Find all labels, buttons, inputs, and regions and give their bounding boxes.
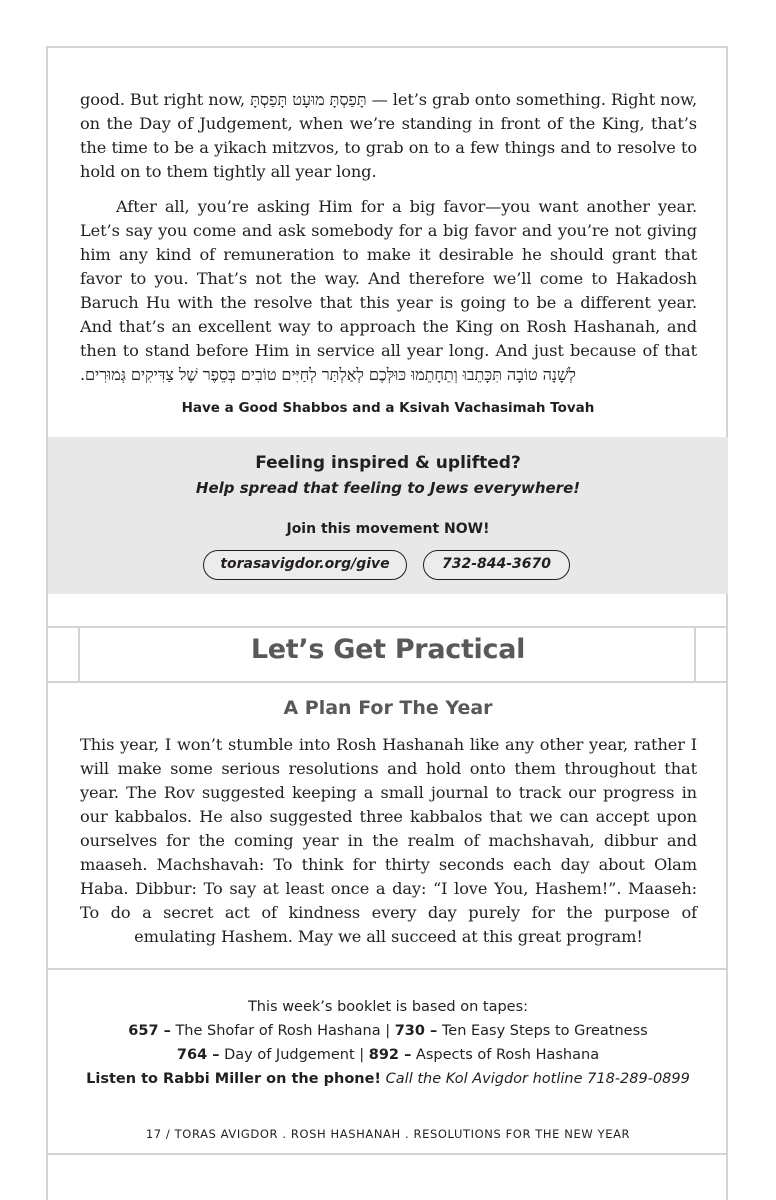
donate-phone-button[interactable]: 732-844-3670 [423, 550, 570, 580]
plan-title: A Plan For The Year [283, 697, 493, 719]
section-title: Let’s Get Practical [250, 634, 526, 665]
promo-join: Join this movement NOW! [286, 521, 490, 537]
tape-number: 892 – [368, 1047, 412, 1063]
p1-end: — let’s grab onto something. Right now, on the Day of Judgement, when we’re standing in front of the King, that’s the time to be a yikach mitzvos, to grab on to a few things and to resolve to hold on to them tightly all year long. [80, 90, 697, 181]
page-footer: 17 / TORAS AVIGDOR . ROSH HASHANAH . RESOLUTIONS FOR THE NEW YEAR [145, 1127, 631, 1141]
hebrew-phrase: תָּפַסְתָּ מוּעָט תָּפַסְתָּ [250, 90, 367, 109]
closing-greeting: Have a Good Shabbos and a Ksivah Vachasimah Tovah [181, 400, 595, 416]
article-paragraph-1 [80, 88, 697, 184]
p2-start: After all, you’re asking Him for a big favor—you want another year. Let’s say you come and ask somebody for a big favor and you’re not giving him any kind of remuneration to make it desirable he should grant that favor to you. That’s not the way. And therefore we’ll come to Hakadosh Baruch Hu with the resolve that this year is going to be a different year. And that’s an excellent way to approach the King on Rosh Hashanah, and then to stand before Him in service all year long. And just because of that [80, 197, 697, 360]
credits-intro: This week’s booklet is based on tapes: [247, 999, 529, 1015]
divider [48, 1153, 728, 1155]
article-paragraph-2 [80, 195, 697, 387]
article-body [80, 88, 697, 387]
hotline-text: Call the Kol Avigdor hotline 718-289-0899 [381, 1071, 690, 1087]
credits-line-2 [48, 1047, 728, 1063]
tape-title: The Shofar of Rosh Hashana | [170, 1023, 395, 1039]
donate-website-button[interactable]: torasavigdor.org/give [203, 550, 407, 580]
hebrew-blessing: לְשָׁנָה טוֹבָה תִּכָּתֵבוּ וְתֵחָתֵמוּ כּוּלְּכֶם לְאַלְתַּר לְחַיִּים טוֹבִים בְּסֵפֶר שֶׁל צַדִּיקִים גְּמוּרִים. [80, 365, 576, 384]
promo-title: Feeling inspired & uplifted? [255, 453, 521, 473]
tape-title: Day of Judgement | [219, 1047, 369, 1063]
listen-bold: Listen to Rabbi Miller on the phone! [86, 1071, 382, 1087]
promo-panel [48, 437, 728, 594]
promo-subtitle: Help spread that feeling to Jews everywhere! [195, 479, 581, 497]
tape-number: 657 – [128, 1023, 171, 1039]
divider [48, 681, 728, 683]
tape-title: Aspects of Rosh Hashana [411, 1047, 600, 1063]
credits-line-1 [48, 1023, 728, 1039]
tape-number: 764 – [176, 1047, 220, 1063]
hotline-line [48, 1071, 728, 1087]
p1-start: good. But right now, [80, 90, 251, 109]
tape-title: Ten Easy Steps to Greatness [437, 1023, 648, 1039]
tape-number: 730 – [394, 1023, 438, 1039]
plan-text: This year, I won’t stumble into Rosh Hashanah like any other year, rather I will make some serious resolutions and hold onto them throughout that year. The Rov suggested keeping a small journal to track our progress in our kabbalos. He also suggested three kabbalos that we can accept upon ourselves for the coming year in the realm of machshavah, dibbur and maaseh. Machshavah: To think for thirty seconds each day about Olam Haba. Dibbur: To say at least once a day: “I love You, Hashem!”. Maaseh: To do a secret act of kindness every day purely for the purpose of emulating Hashem. May we all succeed at this great program! [80, 735, 697, 946]
divider [48, 968, 728, 970]
